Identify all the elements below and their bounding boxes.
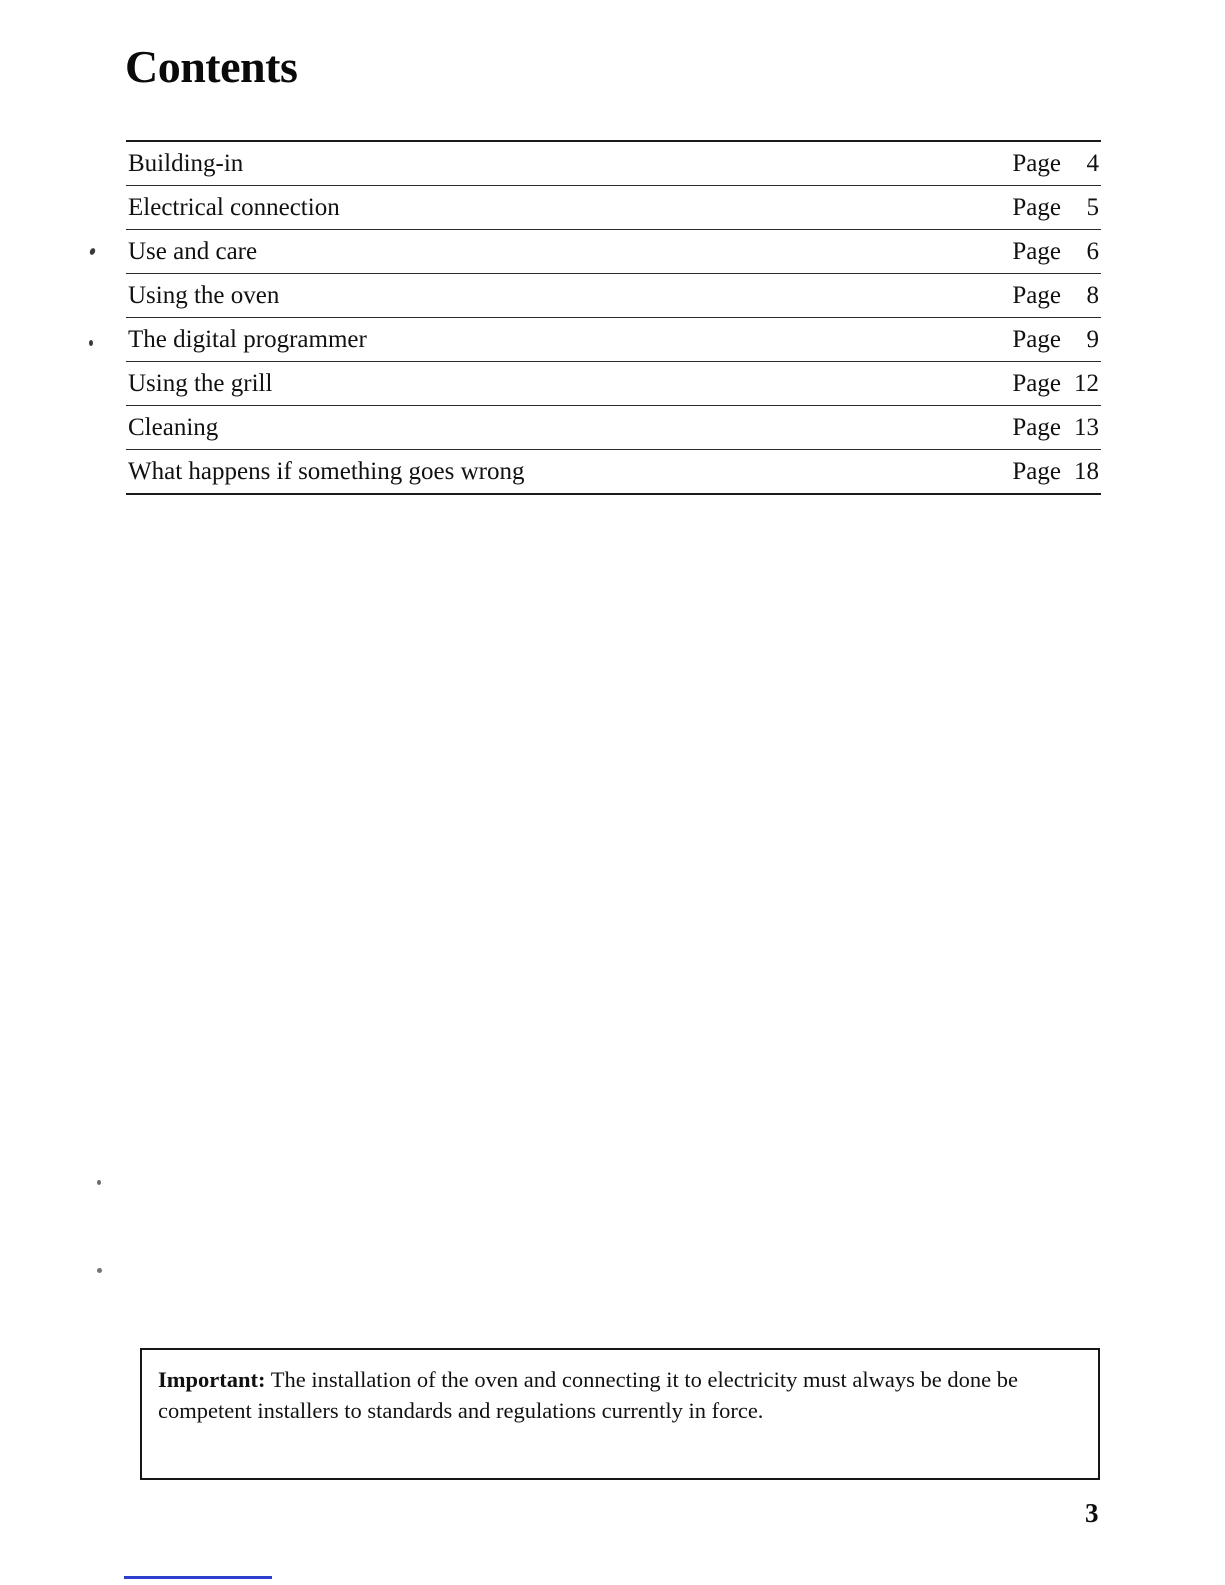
- toc-entry-page: [1012, 230, 1099, 273]
- toc-page-word: Page: [1012, 326, 1061, 353]
- toc-entry-label: Building-in: [128, 150, 244, 177]
- toc-entry-label: What happens if something goes wrong: [128, 458, 525, 485]
- toc-entry-page: [1012, 186, 1099, 229]
- toc-row-cleaning[interactable]: [126, 406, 1101, 449]
- toc-row-building-in[interactable]: [126, 142, 1101, 185]
- toc-entry-label: Using the oven: [128, 282, 280, 309]
- toc-entry-label: Use and care: [128, 238, 258, 265]
- toc-page-word: Page: [1012, 370, 1061, 397]
- toc-entry-page: [1012, 318, 1099, 361]
- toc-entry-label: The digital programmer: [128, 326, 367, 353]
- toc-entry-page: [1012, 142, 1099, 185]
- toc-page-number: 8: [1086, 282, 1099, 309]
- toc-row-electrical-connection[interactable]: [126, 186, 1101, 229]
- toc-row-use-and-care[interactable]: [126, 230, 1101, 273]
- important-notice-text: [158, 1364, 1084, 1426]
- toc-row-what-happens-if-something-goes-wrong[interactable]: [126, 450, 1101, 493]
- toc-entry-page: [1012, 450, 1099, 493]
- toc-page-word: Page: [1012, 414, 1061, 441]
- table-of-contents: [126, 140, 1101, 495]
- page-number: 3: [1085, 1498, 1099, 1528]
- toc-entry-page: [1012, 274, 1099, 317]
- page-title: Contents: [125, 41, 298, 92]
- toc-page-number: 9: [1086, 326, 1099, 353]
- toc-page-word: Page: [1012, 194, 1061, 221]
- toc-page-number: 4: [1086, 150, 1099, 177]
- toc-page-number: 12: [1074, 370, 1099, 397]
- important-notice-body: The installation of the oven and connecting it to electricity must always be done be competent installers to standards and regulations currently in force.: [158, 1367, 1018, 1423]
- ink-speck: [97, 1268, 102, 1273]
- toc-page-number: 6: [1086, 238, 1099, 265]
- ink-speck: [97, 1180, 101, 1185]
- ink-speck: [89, 247, 96, 255]
- toc-page-word: Page: [1012, 150, 1061, 177]
- toc-row-using-the-grill[interactable]: [126, 362, 1101, 405]
- toc-page-number: 5: [1086, 194, 1099, 221]
- toc-row-the-digital-programmer[interactable]: [126, 318, 1101, 361]
- toc-page-word: Page: [1012, 458, 1061, 485]
- toc-page-word: Page: [1012, 282, 1061, 309]
- toc-entry-label: Electrical connection: [128, 194, 340, 221]
- important-notice-heading: Important:: [158, 1367, 266, 1392]
- important-notice-box: [140, 1348, 1100, 1480]
- toc-entry-page: [1012, 406, 1099, 449]
- bottom-edge-artifact: [124, 1576, 272, 1579]
- ink-speck: [89, 340, 93, 346]
- toc-entry-label: Using the grill: [128, 370, 273, 397]
- toc-entry-page: [1012, 362, 1099, 405]
- toc-row-using-the-oven[interactable]: [126, 274, 1101, 317]
- toc-divider: [126, 493, 1101, 495]
- toc-page-number: 13: [1074, 414, 1099, 441]
- toc-page-word: Page: [1012, 238, 1061, 265]
- toc-entry-label: Cleaning: [128, 414, 219, 441]
- toc-page-number: 18: [1074, 458, 1099, 485]
